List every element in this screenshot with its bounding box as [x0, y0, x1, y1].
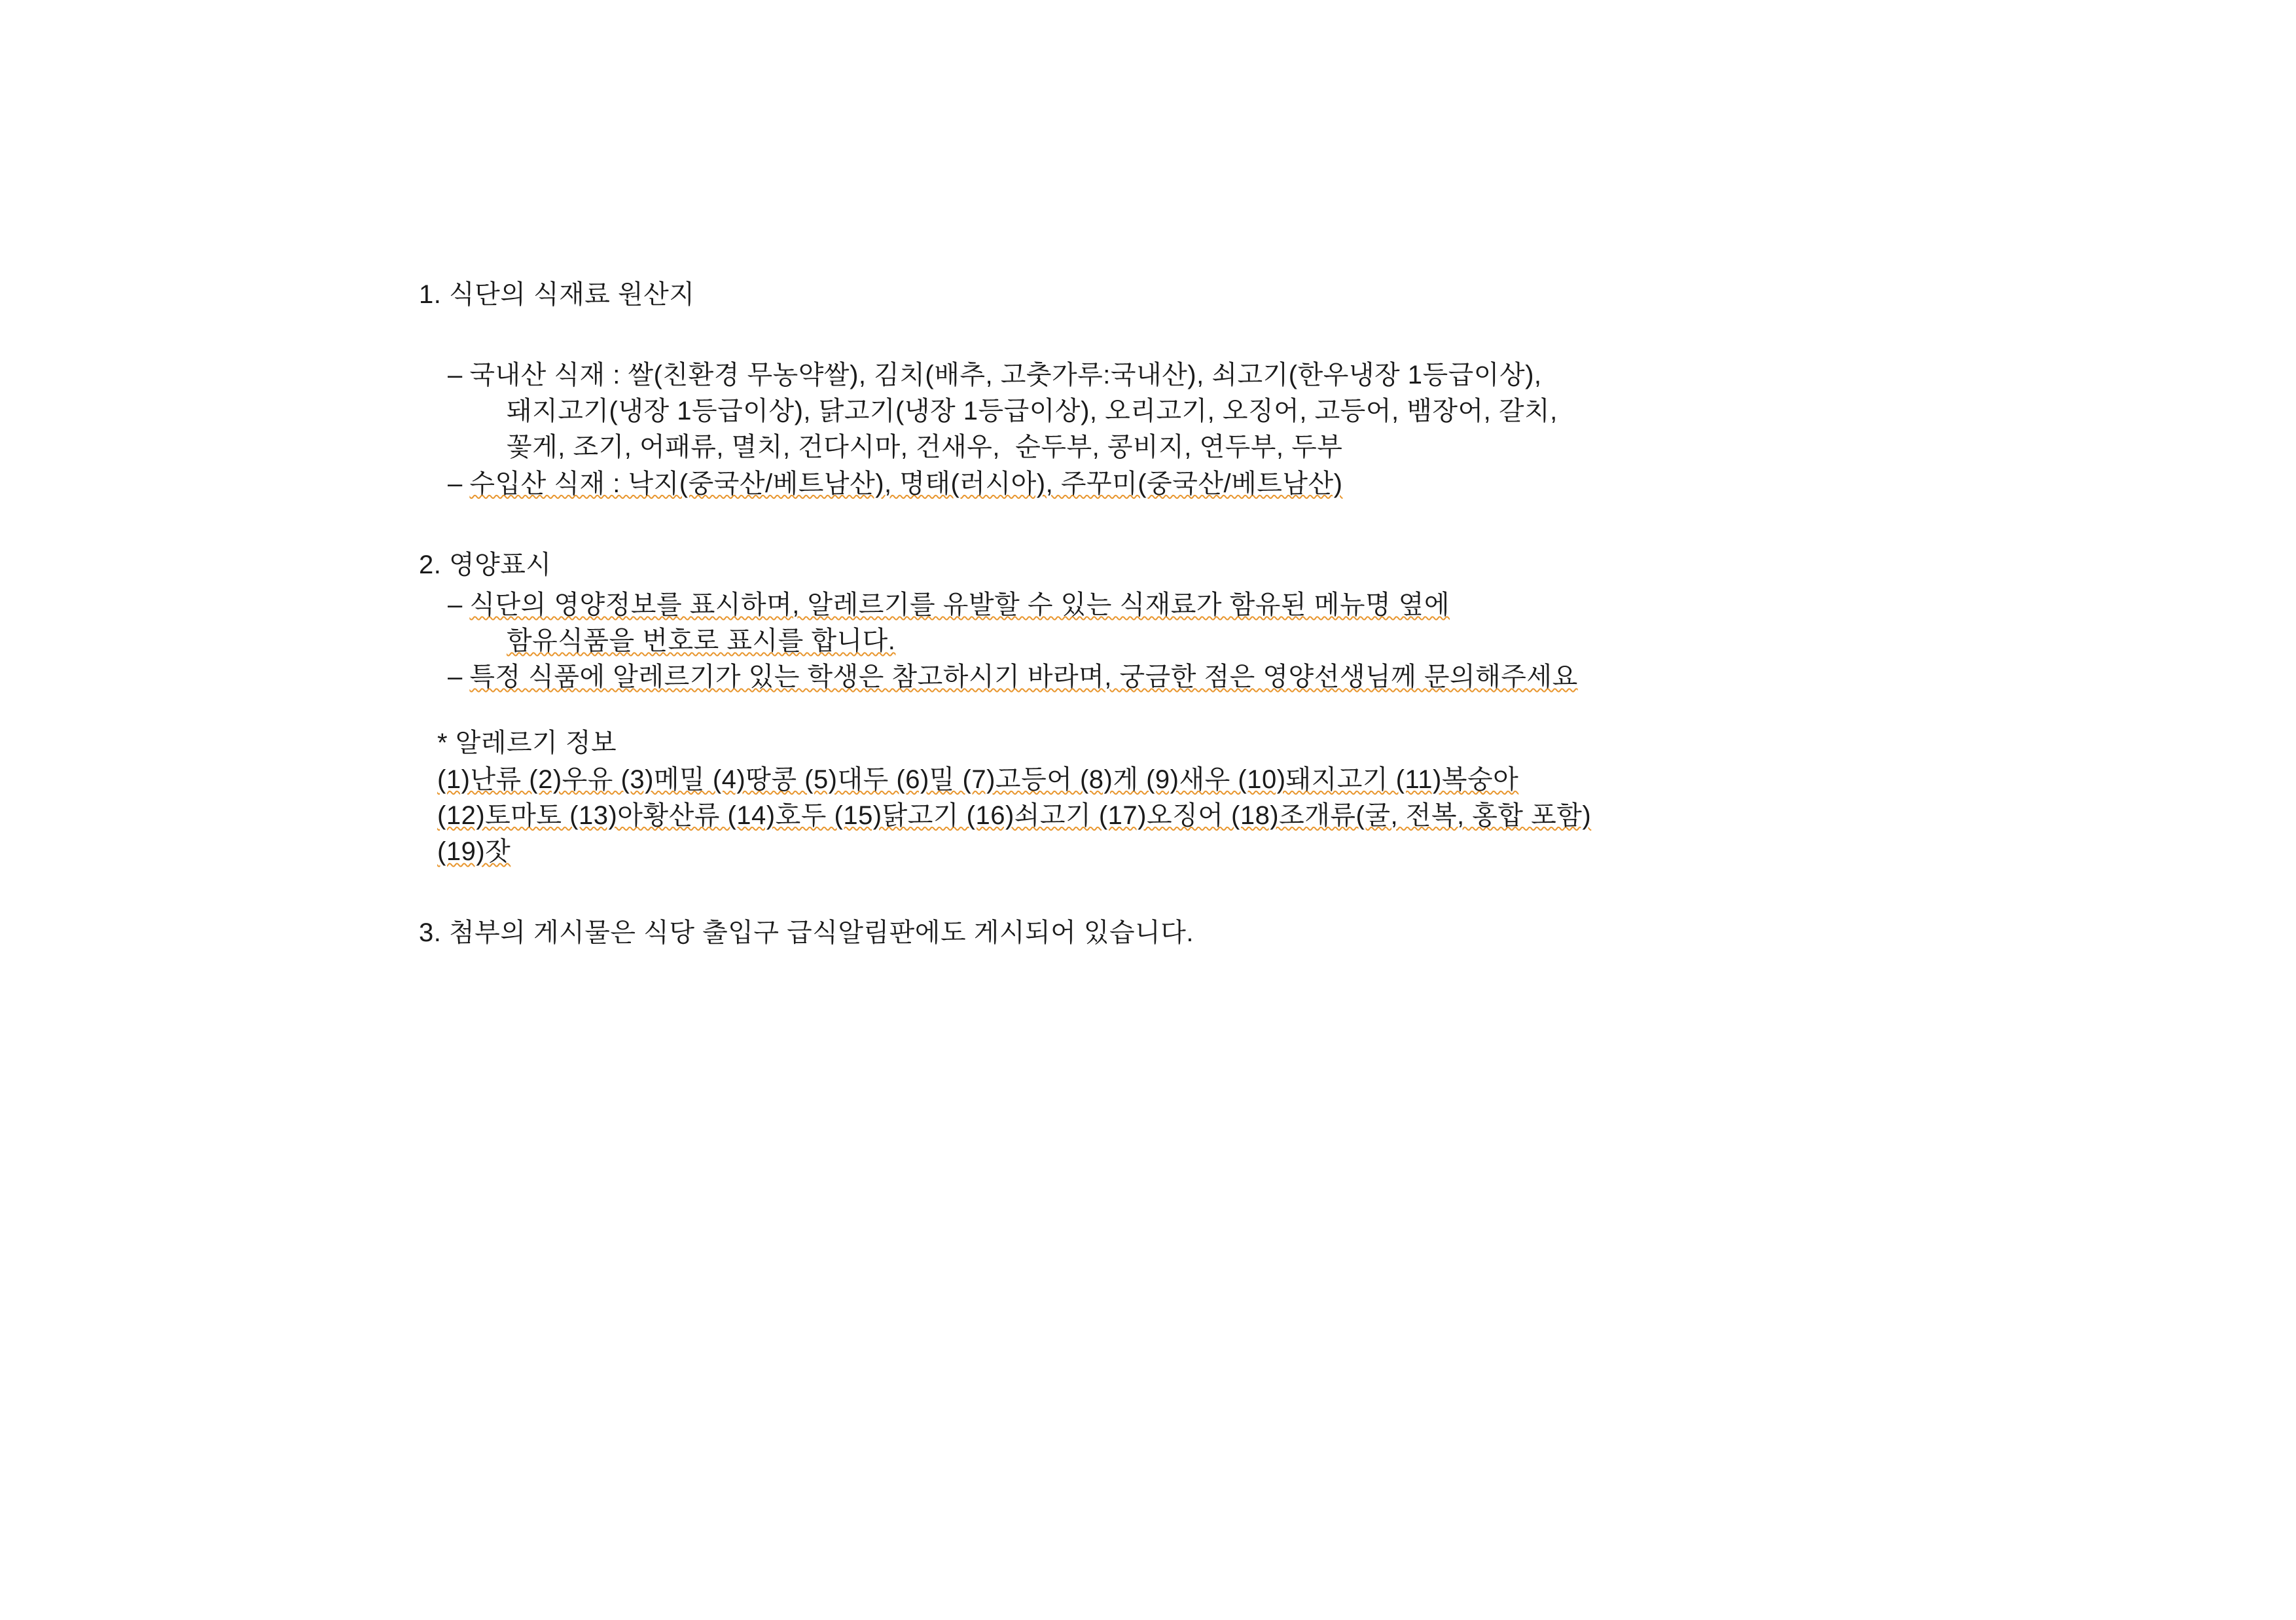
- origin-domestic-item: [419, 357, 1990, 466]
- spacer: [419, 502, 1990, 552]
- nutrition-text-2: 함유식품을 번호로 표시를 합니다.: [507, 626, 896, 655]
- nutrition-text-3: 특정 식품에 알레르기가 있는 학생은 참고하시기 바라며, 궁금한 점은 영양선생님께 문의해주세요: [469, 662, 1578, 692]
- section-heading-notice: 3. 첨부의 게시물은 식당 출입구 급식알림판에도 게시되어 있습니다.: [419, 918, 1194, 948]
- allergy-title-line: [437, 725, 1990, 761]
- nutrition-line-1: [448, 587, 1990, 623]
- spacer: [419, 308, 1990, 357]
- nutrition-line-3: [448, 659, 1990, 695]
- section-heading-origin: 1. 식단의 식재료 원산지: [419, 280, 695, 309]
- document-body: [419, 281, 1990, 946]
- section-heading-nutrition: 2. 영양표시: [419, 550, 552, 579]
- list-dash: –: [448, 469, 470, 498]
- origin-imported-line-1: [448, 466, 1990, 502]
- allergy-list-line-2: [437, 798, 1990, 834]
- allergy-list-text-2: (12)토마토 (13)아황산류 (14)호두 (15)닭고기 (16)쇠고기 (17)오징어 (18)조개류(굴, 전복, 홍합 포함): [437, 801, 1592, 830]
- origin-domestic-line-2: 돼지고기(냉장 1등급이상), 닭고기(냉장 1등급이상), 오리고기, 오징어, 고등어, 뱀장어, 갈치,: [507, 397, 1558, 426]
- list-dash: –: [448, 361, 470, 389]
- allergy-list-text-1: (1)난류 (2)우유 (3)메밀 (4)땅콩 (5)대두 (6)밀 (7)고등어 (8)게 (9)새우 (10)돼지고기 (11)복숭아: [437, 765, 1519, 794]
- origin-domestic-line-3: 꽃게, 조기, 어패류, 멸치, 건다시마, 건새우, 순두부, 콩비지, 연두부, 두부: [507, 433, 1343, 462]
- origin-domestic-line-1: [448, 357, 1990, 393]
- list-dash: –: [448, 590, 470, 619]
- nutrition-item-2: [419, 659, 1990, 695]
- list-dash: –: [448, 662, 470, 692]
- allergy-info-block: [419, 725, 1990, 870]
- asterisk-icon: *: [437, 729, 448, 758]
- allergy-list-line-1: [437, 762, 1990, 798]
- spacer: [419, 870, 1990, 920]
- nutrition-line-2: [448, 623, 1990, 659]
- origin-domestic-text-1: 국내산 식재 : 쌀(친환경 무농약쌀), 김치(배추, 고춧가루:국내산), 쇠고기(한우냉장 1등급이상),: [469, 361, 1542, 389]
- spacer: [419, 695, 1990, 725]
- allergy-list-line-3: [437, 834, 1990, 870]
- origin-imported-item: [419, 466, 1990, 502]
- nutrition-item-1: [419, 587, 1990, 659]
- allergy-list-text-3: (19)잣: [437, 837, 511, 866]
- allergy-title-spacer: [448, 729, 456, 757]
- origin-imported-text-1: 수입산 식재 : 낙지(중국산/베트남산), 명태(러시아), 주꾸미(중국산/베트남산): [469, 469, 1343, 498]
- spacer: [419, 578, 1990, 587]
- allergy-title: 알레르기 정보: [455, 729, 617, 758]
- nutrition-text-1: 식단의 영양정보를 표시하며, 알레르기를 유발할 수 있는 식재료가 함유된 메뉴명 옆에: [469, 590, 1450, 619]
